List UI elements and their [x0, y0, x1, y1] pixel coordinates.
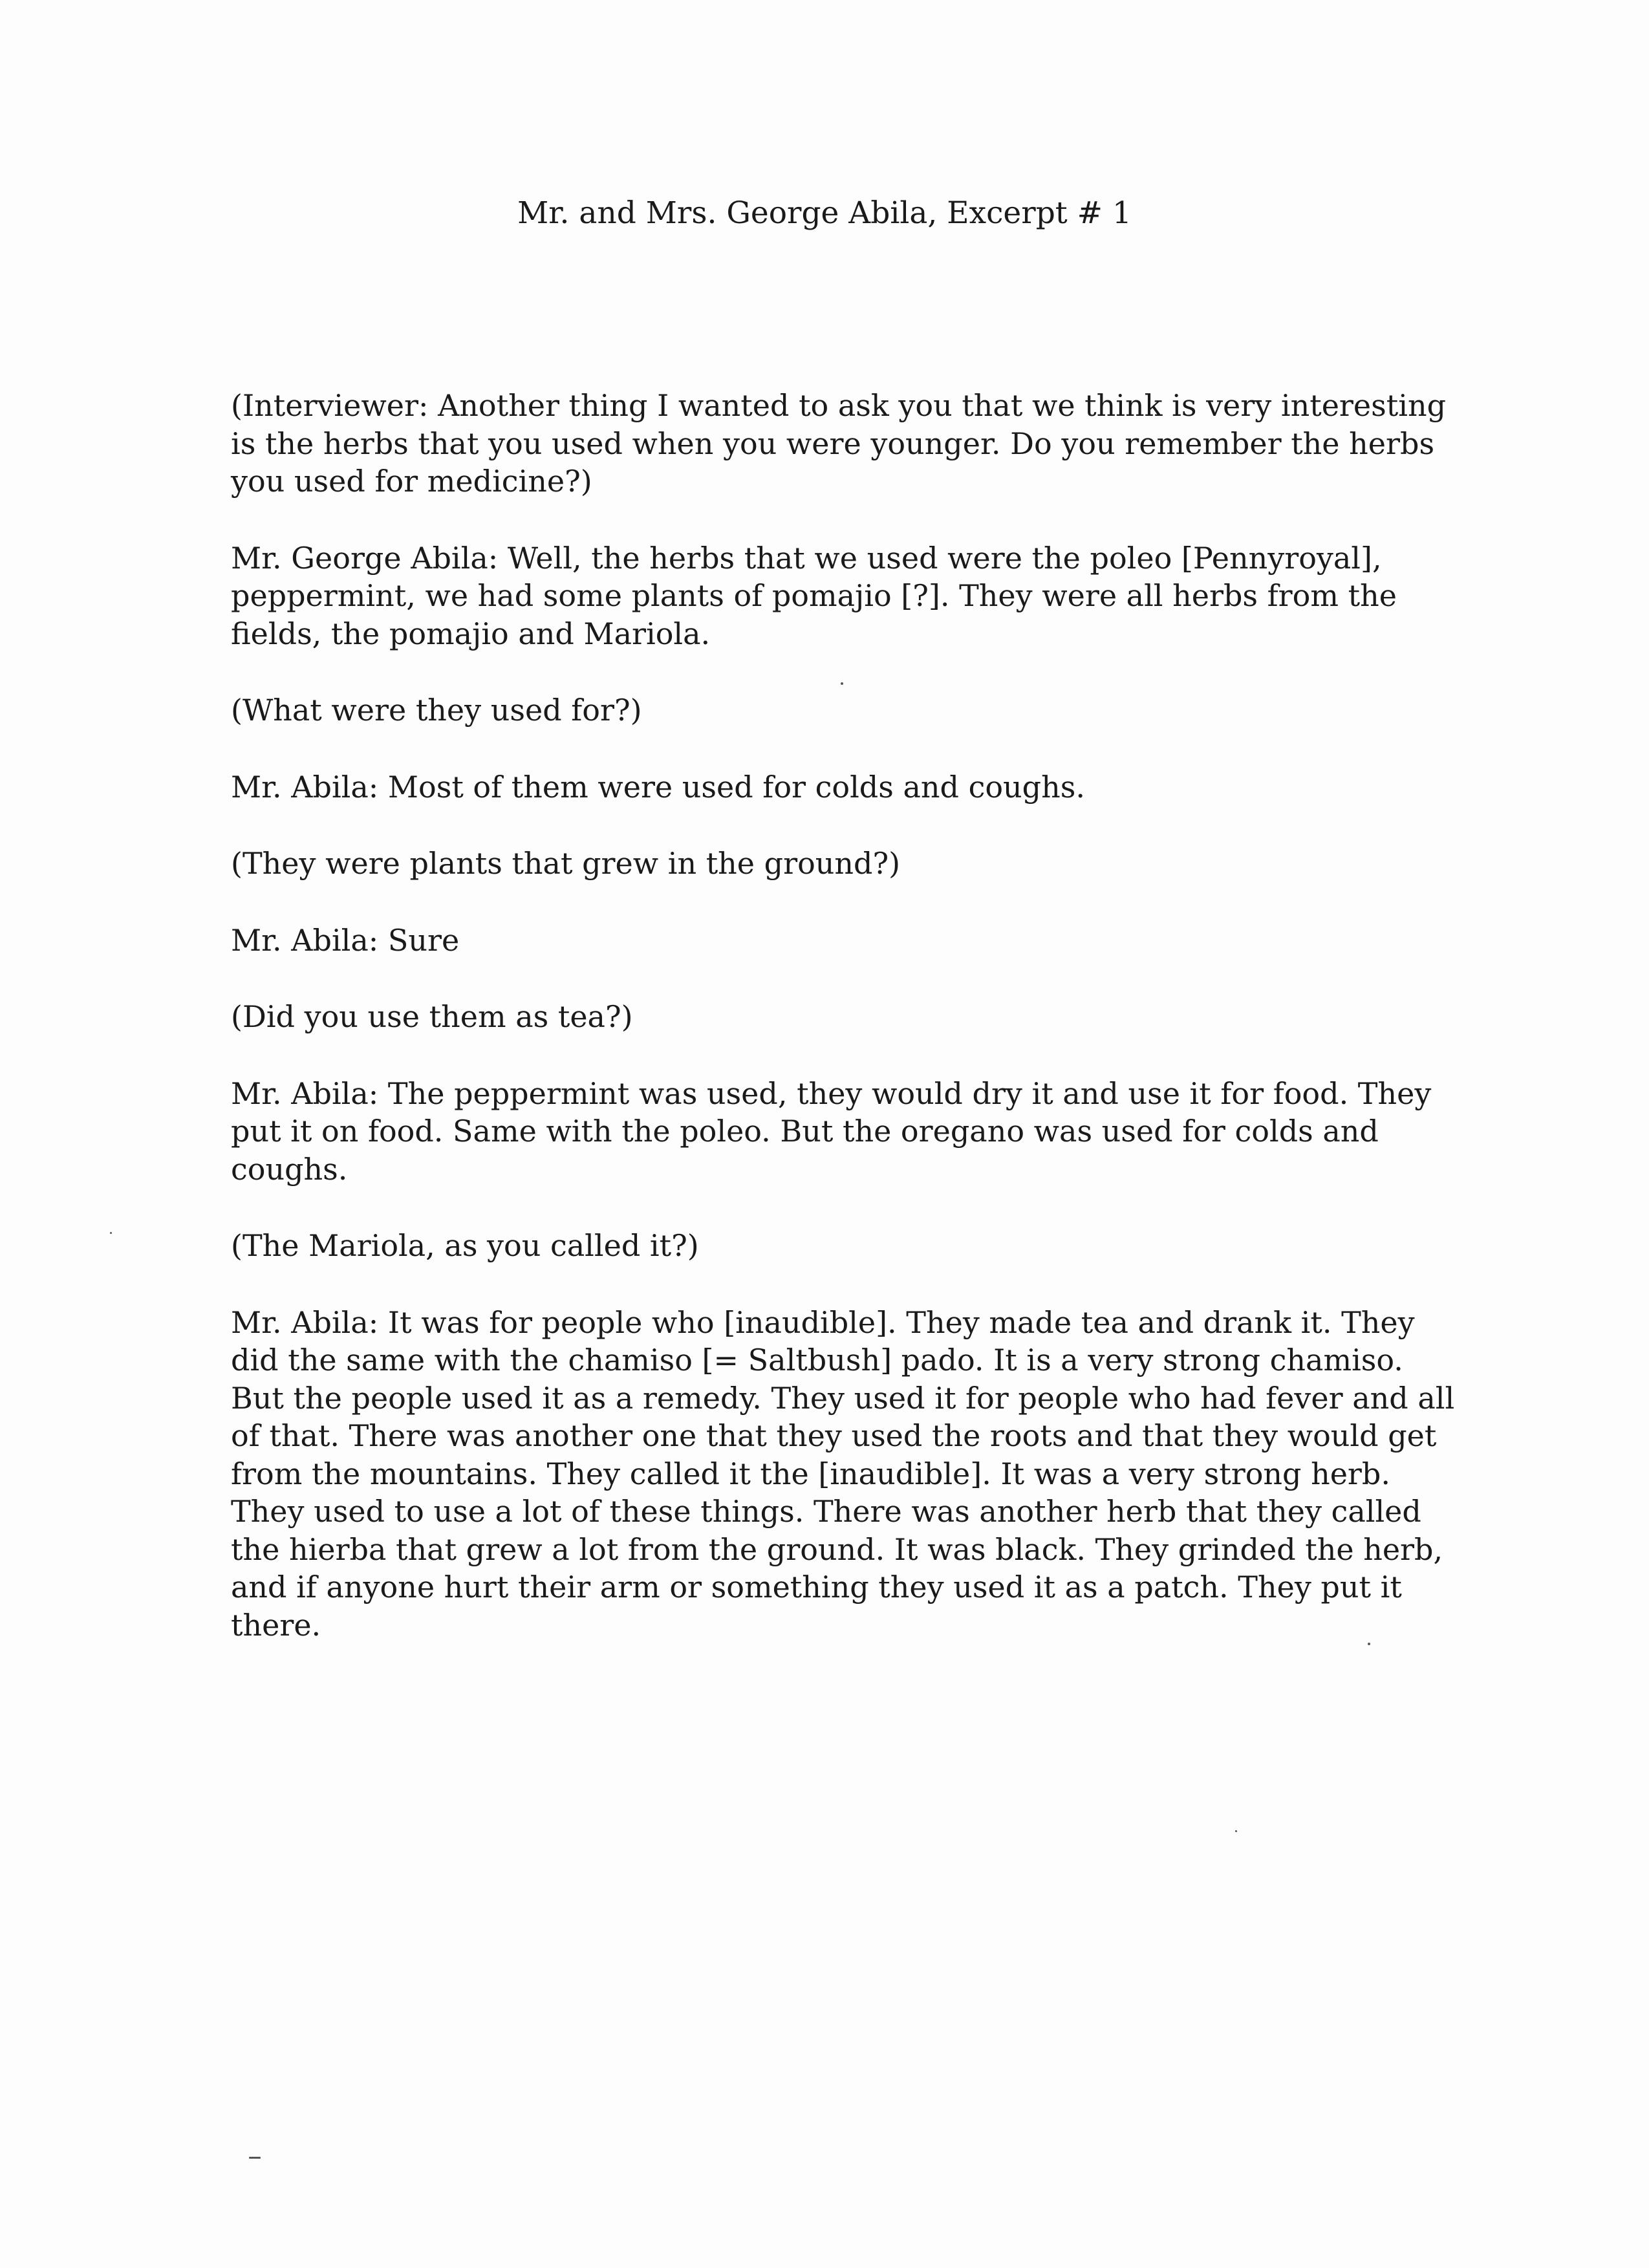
- interviewer-question-uses: (What were they used for?): [231, 693, 642, 728]
- answer-sure: Mr. Abila: Sure: [231, 922, 460, 958]
- interviewer-question-tea: (Did you use them as tea?): [231, 999, 633, 1034]
- scan-speck: [1235, 1830, 1237, 1832]
- answer-colds-coughs: Mr. Abila: Most of them were used for colds and coughs.: [231, 769, 1085, 805]
- page-title: Mr. and Mrs. George Abila, Excerpt # 1: [517, 195, 1132, 231]
- interviewer-question-ground: (They were plants that grew in the ground?): [231, 846, 901, 881]
- answer-peppermint: Mr. Abila: The peppermint was used, they would dry it and use it for food. They put it on food. Same with the poleo. But the oregano was used for colds and coughs.: [231, 1075, 1432, 1187]
- scan-speck: [841, 682, 843, 685]
- scan-speck: [249, 2157, 261, 2159]
- interviewer-question-herbs: (Interviewer: Another thing I wanted to ask you that we think is very interesting is the herbs that you used when you were younger. Do you remember the herbs you used for medicine?): [231, 388, 1447, 499]
- scan-speck: [110, 1232, 112, 1234]
- transcript-body: [231, 387, 1460, 1683]
- answer-herbs-used: Mr. George Abila: Well, the herbs that we used were the poleo [Pennyroyal], peppermint, we had some plants of pomajio [?]. They were all herbs from the fields, the pomajio and Mariola.: [231, 540, 1397, 651]
- answer-mariola-remedies: Mr. Abila: It was for people who [inaudible]. They made tea and drank it. They did the same with the chamiso [= Saltbush] pado. It is a very strong chamiso. But the people used it as a remedy. They used it for people who had fever and all of that. There was another one that they used the roots and that they would get from the mountains. They called it the [inaudible]. It was a very strong herb. They used to use a lot of these things. There was another herb that they called the hierba that grew a lot from the ground. It was black. They grinded the herb, and if anyone hurt their arm or something they used it as a patch. They put it there.: [231, 1304, 1455, 1643]
- interviewer-question-mariola: (The Mariola, as you called it?): [231, 1228, 699, 1263]
- scan-speck: [1368, 1643, 1370, 1645]
